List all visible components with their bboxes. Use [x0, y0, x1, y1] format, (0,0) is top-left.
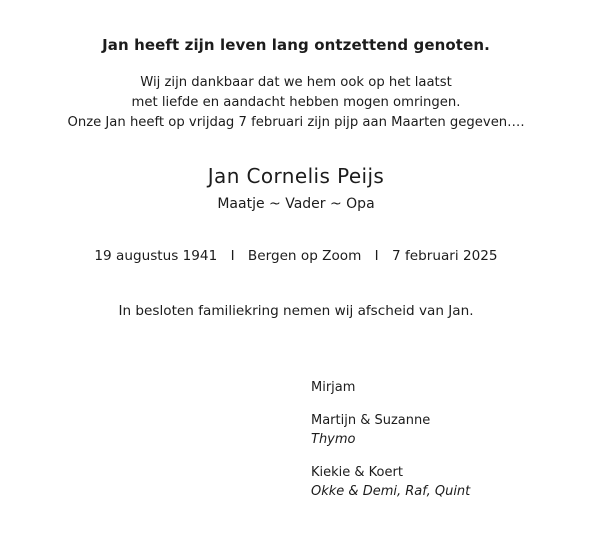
family-names: Martijn & Suzanne — [311, 413, 431, 428]
death-date: 7 februari 2025 — [392, 248, 498, 264]
dates-line — [0, 248, 592, 264]
family-group — [311, 411, 470, 449]
family-names: Mirjam — [311, 380, 356, 395]
family-group — [311, 378, 470, 397]
separator: I — [374, 248, 379, 264]
family-list — [311, 378, 470, 515]
family-names: Kiekie & Koert — [311, 465, 403, 480]
birth-date: 19 augustus 1941 — [94, 248, 218, 264]
birth-place: Bergen op Zoom — [247, 248, 362, 264]
family-children: Thymo — [311, 432, 356, 447]
intro-line: Wij zijn dankbaar dat we hem ook op het laatst — [140, 75, 452, 90]
intro-text — [0, 73, 592, 133]
family-group — [311, 463, 470, 501]
intro-line: Onze Jan heeft op vrijdag 7 februari zijn pijp aan Maarten gegeven…. — [67, 115, 525, 130]
deceased-name: Jan Cornelis Peijs — [207, 164, 385, 188]
separator: I — [230, 248, 235, 264]
headline: Jan heeft zijn leven lang ontzettend genoten. — [102, 36, 490, 54]
roles-line: Maatje ~ Vader ~ Opa — [217, 196, 375, 212]
family-children: Okke & Demi, Raf, Quint — [311, 484, 471, 499]
farewell-text: In besloten familiekring nemen wij afscheid van Jan. — [118, 303, 474, 319]
intro-line: met liefde en aandacht hebben mogen omringen. — [131, 95, 461, 110]
